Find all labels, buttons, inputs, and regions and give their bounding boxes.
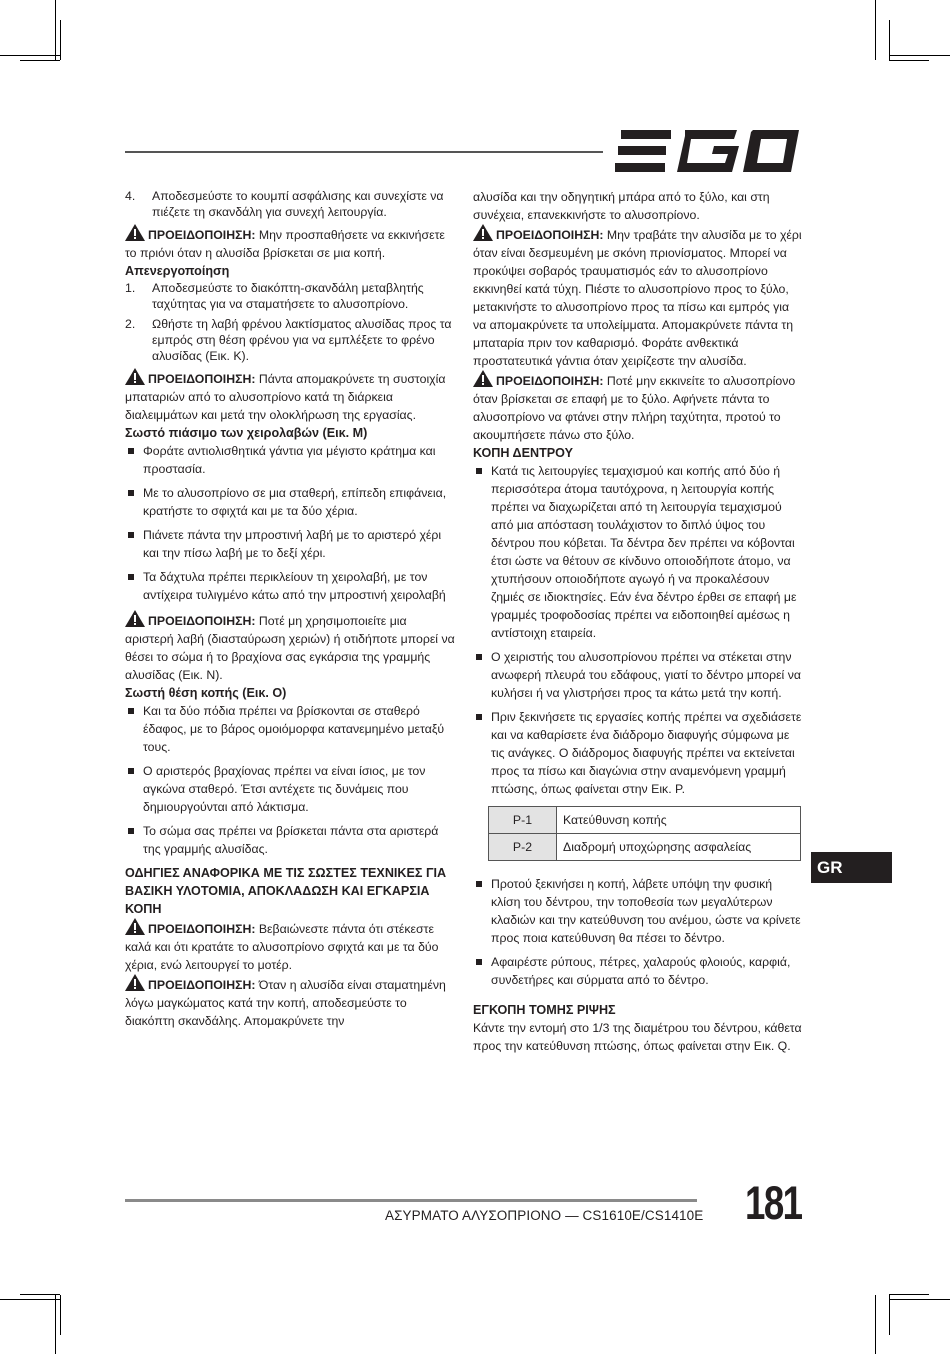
- crop-mark: [0, 55, 60, 56]
- list-item: [125, 316, 457, 364]
- crop-mark: [875, 0, 876, 60]
- crop-mark: [889, 1294, 929, 1295]
- crop-mark: [55, 0, 56, 60]
- table-row: [489, 807, 801, 834]
- list-item: Και τα δύο πόδια πρέπει να βρίσκονται σε σταθερό έδαφος, με το βάρος ομοιόμορφα κατανεμημένο μεταξύ τους.: [125, 702, 457, 756]
- list-item: Αφαιρέστε ρύπους, πέτρες, χαλαρούς φλοιούς, καρφιά, συνδετήρες και σύρματα από το δέντρο.: [473, 953, 803, 989]
- warning-icon: [125, 224, 145, 241]
- bullet-list: [125, 442, 457, 604]
- crop-mark: [20, 60, 60, 61]
- crop-mark: [889, 20, 890, 60]
- footer-rule: [125, 1199, 697, 1202]
- warning-label: ΠΡΟΕΙΔΟΠΟΙΗΣΗ:: [496, 228, 604, 242]
- list-item: Το σώμα σας πρέπει να βρίσκεται πάντα στα αριστερά της γραμμής αλυσίδας.: [125, 822, 457, 858]
- page-number: 181: [745, 1176, 802, 1229]
- crop-mark: [889, 60, 929, 61]
- step-text: Ωθήστε τη λαβή φρένου λακτίσματος αλυσίδας προς τα εμπρός στη θέση φρένου για να εμπλέξετε το φρένο αλυσίδας (Εικ. Κ).: [152, 317, 452, 363]
- ego-logo: [615, 130, 801, 172]
- step-number: 2.: [125, 317, 136, 331]
- step-list: [125, 188, 457, 220]
- list-item: [125, 188, 457, 220]
- table-cell-code: Ρ-2: [489, 834, 557, 861]
- list-item: Ο χειριστής του αλυσοπρίονου πρέπει να στέκεται στην ανωφερή πλευρά του εδάφους, γιατί το δέντρο μπορεί να κυλήσει ή να γλιστρήσει προς τα κάτω μετά την κοπή.: [473, 648, 803, 702]
- section-heading: Σωστό πιάσιμο των χειρολαβών (Εικ. Μ): [125, 426, 368, 440]
- warning-label: ΠΡΟΕΙΔΟΠΟΙΗΣΗ:: [148, 228, 256, 242]
- warning-block: [125, 974, 457, 1030]
- crop-mark: [890, 55, 950, 56]
- list-item: Τα δάχτυλα πρέπει περικλείουν τη χειρολαβή, με τον αντίχειρα τυλιγμένο κάτω από την μπροστινή χειρολαβή: [125, 568, 457, 604]
- step-number: 4.: [125, 189, 136, 203]
- paragraph: αλυσίδα και την οδηγητική μπάρα από το ξύλο, και στη συνέχεια, επανεκκινήστε το αλυσοπρίονο.: [473, 190, 770, 222]
- crop-mark: [60, 1295, 61, 1335]
- step-list: [125, 280, 457, 364]
- right-column: [473, 188, 803, 1055]
- warning-label: ΠΡΟΕΙΔΟΠΟΙΗΣΗ:: [148, 922, 256, 936]
- step-text: Αποδεσμεύστε το διακόπτη-σκανδάλη μεταβλητής ταχύτητας για να σταματήσετε το αλυσοπρίονο.: [152, 281, 424, 311]
- paragraph: Κάντε την εντομή στο 1/3 της διαμέτρου του δέντρου, κάθετα προς την κατεύθυνση πτώσης, όπως φαίνεται στην Εικ. Q.: [473, 1021, 802, 1053]
- crop-mark: [890, 1299, 950, 1300]
- list-item: Ο αριστερός βραχίονας πρέπει να είναι ίσιος, με τον αγκώνα σταθερό. Έτσι αντέχετε τις δυνάμεις που δημιουργούνται από λάκτισμα.: [125, 762, 457, 816]
- step-number: 1.: [125, 281, 136, 295]
- table-cell-label: Κατεύθυνση κοπής: [557, 807, 801, 834]
- warning-text: Μην τραβάτε την αλυσίδα με το χέρι όταν είναι δεσμευμένη με σκόνη πριονίσματος. Μπορεί να προκύψει σοβαρός τραυματισμός εάν το αλυσοπρίονο εκκινηθεί κατά τύχη. Πιέστε το αλυσοπρίονο προς το ξύλο, μετακινήστε το αλυσοπρίονο προς τα πίσω και εμπρός για να απομακρύνετε τα υπολείμματα. Απομακρύνετε πάντα τη μπαταρία πριν τον καθαρισμό. Φοράτε ανθεκτικά προστατευτικά γάντια όταν χειρίζεστε την αλυσίδα.: [473, 228, 802, 368]
- warning-icon: [473, 370, 493, 387]
- list-item: Πιάνετε πάντα την μπροστινή λαβή με το αριστερό χέρι και την πίσω λαβή με το δεξί χέρι.: [125, 526, 457, 562]
- warning-block: [473, 224, 803, 370]
- section-heading: ΚΟΠΗ ΔΕΝΤΡΟΥ: [473, 446, 574, 460]
- section-heading: Σωστή θέση κοπής (Εικ. Ο): [125, 686, 287, 700]
- bullet-list: [473, 875, 803, 989]
- list-item: Φοράτε αντιολισθητικά γάντια για μέγιστο κράτημα και προστασία.: [125, 442, 457, 478]
- crop-mark: [55, 1295, 56, 1354]
- warning-icon: [125, 368, 145, 385]
- warning-icon: [125, 974, 145, 991]
- bullet-list: [473, 462, 803, 798]
- section-heading: Απενεργοποίηση: [125, 264, 230, 278]
- list-item: Πριν ξεκινήσετε τις εργασίες κοπής πρέπει να σχεδιάσετε και να καθαρίσετε ένα διάδρομο διαφυγής σύμφωνα με τις ανάγκες. Ο διάδρομος διαφυγής πρέπει να εκτείνεται προς τα πίσω και διαγώνια στην αναμενόμενη γραμμή πτώσης, όπως φαίνεται στην Εικ. Ρ.: [473, 708, 803, 798]
- warning-icon: [125, 610, 145, 627]
- warning-label: ΠΡΟΕΙΔΟΠΟΙΗΣΗ:: [148, 978, 256, 992]
- crop-mark: [875, 1295, 876, 1354]
- list-item: Κατά τις λειτουργίες τεμαχισμού και κοπής από δύο ή περισσότερα άτομα ταυτόχρονα, η λειτουργία κοπής πρέπει να διαχωρίζεται από τη λειτουργία τεμαχισμού από μια απόσταση τουλάχιστον το διπλό ύψος του δέντρου που κόβεται. Τα δέντρα δεν πρέπει να κόβονται έτσι ώστε να θέτουν σε κίνδυνο οποιοδήποτε άτομο, να χτυπήσουν οποιοδήποτε αγωγό ή να προκαλέσουν ζημιές σε ιδιοκτησίες. Εάν ένα δέντρο έρθει σε επαφή με γραμμές τροφοδοσίας πρέπει να ειδοποιηθεί αμέσως η αντίστοιχη εταιρεία.: [473, 462, 803, 642]
- warning-label: ΠΡΟΕΙΔΟΠΟΙΗΣΗ:: [496, 374, 604, 388]
- warning-text: Βεβαιώνεστε πάντα ότι στέκεστε καλά και ότι κρατάτε το αλυσοπρίονο σφιχτά και με τα δύο χέρια, ενώ λειτουργεί το μοτέρ.: [125, 922, 439, 972]
- warning-block: [125, 224, 457, 262]
- warning-label: ΠΡΟΕΙΔΟΠΟΙΗΣΗ:: [148, 372, 256, 386]
- warning-block: [125, 368, 457, 424]
- warning-text: Ποτέ μη χρησιμοποιείτε μια αριστερή λαβή (διασταύρωση χεριών) ή οτιδήποτε μπορεί να θέσει το σώμα ή το βραχίονα σας εγκάρσια της γραμμής αλυσίδας (Εικ. Ν).: [125, 614, 455, 682]
- crop-mark: [0, 1299, 60, 1300]
- bullet-list: [125, 702, 457, 858]
- warning-label: ΠΡΟΕΙΔΟΠΟΙΗΣΗ:: [148, 614, 256, 628]
- list-item: Με το αλυσοπρίονο σε μια σταθερή, επίπεδη επιφάνεια, κρατήστε το σφιχτά και με τα δύο χέρια.: [125, 484, 457, 520]
- left-column: [125, 188, 457, 1030]
- footer-title: ΑΣΥΡΜΑΤΟ ΑΛΥΣΟΠΡΙΟΝΟ — CS1610E/CS1410E: [385, 1208, 704, 1223]
- warning-block: [473, 370, 803, 444]
- warning-text: Όταν η αλυσίδα είναι σταματημένη λόγω μαγκώματος κατά την κοπή, αποδεσμεύστε το διακόπτη σκανδάλης. Απομακρύνετε την: [125, 978, 446, 1028]
- crop-mark: [20, 1294, 60, 1295]
- crop-mark: [889, 1295, 890, 1335]
- warning-icon: [125, 918, 145, 935]
- warning-icon: [473, 224, 493, 241]
- step-text: Αποδεσμεύστε το κουμπί ασφάλισης και συνεχίστε να πιέζετε τη σκανδάλη για συνεχή λειτουργία.: [152, 189, 444, 219]
- reference-table: [488, 806, 801, 861]
- warning-block: [125, 610, 457, 684]
- crop-mark: [60, 20, 61, 60]
- warning-text: Ποτέ μην εκκινείτε το αλυσοπρίονο όταν βρίσκεται σε επαφή με το ξύλο. Αφήνετε πάντα το αλυσοπρίονο να φτάνει στην πλήρη ταχύτητα, προτού το ακουμπήσετε πάνω στο ξύλο.: [473, 374, 796, 442]
- warning-text: Μην προσπαθήσετε να εκκινήσετε το πριόνι όταν η αλυσίδα βρίσκεται σε μια κοπή.: [125, 228, 445, 260]
- section-heading: ΟΔΗΓΙΕΣ ΑΝΑΦΟΡΙΚΑ ΜΕ ΤΙΣ ΣΩΣΤΕΣ ΤΕΧΝΙΚΕΣ ΓΙΑ ΒΑΣΙΚΗ ΥΛΟΤΟΜΙΑ, ΑΠΟΚΛΑΔΩΣΗ ΚΑΙ ΕΓΚΑΡΣΙΑ ΚΟΠΗ: [125, 866, 447, 916]
- list-item: [125, 280, 457, 312]
- warning-text: Πάντα απομακρύνετε τη συστοιχία μπαταριών από το αλυσοπρίονο κατά τη διάρκεια διαλειμμάτων και μετά την ολοκλήρωση της εργασίας.: [125, 372, 446, 422]
- language-tab: GR: [811, 852, 892, 883]
- list-item: Προτού ξεκινήσει η κοπή, λάβετε υπόψη την φυσική κλίση του δέντρου, την τοποθεσία των μεγαλύτερων κλαδιών και την κατεύθυνση του ανέμου, ώστε να κρίνετε προς ποια κατεύθυνση θα πέσει το δέντρο.: [473, 875, 803, 947]
- table-row: [489, 834, 801, 861]
- warning-block: [125, 918, 457, 974]
- table-cell-code: Ρ-1: [489, 807, 557, 834]
- header-rule: [125, 151, 603, 153]
- table-cell-label: Διαδρομή υποχώρησης ασφαλείας: [557, 834, 801, 861]
- section-heading: ΕΓΚΟΠΗ ΤΟΜΗΣ ΡΙΨΗΣ: [473, 1003, 616, 1017]
